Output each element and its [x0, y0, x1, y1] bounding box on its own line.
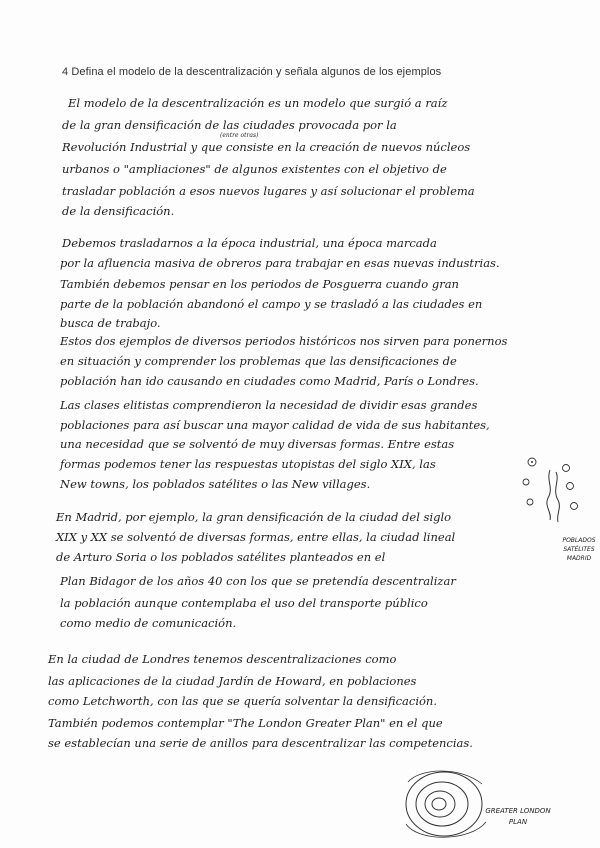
- text-line: por la afluencia masiva de obreros para trabajar en esas nuevas industrias.: [60, 256, 500, 270]
- text-line: Plan Bidagor de los años 40 con los que se pretendía descentralizar: [60, 574, 456, 588]
- greater-london-sketch: [400, 762, 580, 842]
- text-line: una necesidad que se solventó de muy diversas formas. Entre estas: [60, 437, 455, 451]
- text-line: como medio de comunicación.: [60, 616, 237, 630]
- text-line: New towns, los poblados satélites o las New villages.: [60, 477, 371, 491]
- london-sketch-label: GREATER LONDON PLAN: [485, 807, 551, 826]
- text-line: También podemos contemplar "The London Greater Plan" en el que: [48, 716, 443, 730]
- question-heading: 4 Defina el modelo de la descentralización y señala algunos de los ejemplos: [62, 66, 442, 78]
- text-line: población han ido causando en ciudades como Madrid, París o Londres.: [60, 374, 479, 388]
- text-line: de Arturo Soria o los poblados satélites planteados en el: [56, 550, 386, 564]
- text-line: Estos dos ejemplos de diversos periodos históricos nos sirven para ponernos: [60, 334, 508, 348]
- text-line: Revolución Industrial y que consiste en la creación de nuevos núcleos: [62, 140, 471, 154]
- text-line: En la ciudad de Londres tenemos descentralizaciones como: [48, 652, 397, 666]
- text-line: poblaciones para así buscar una mayor calidad de vida de sus habitantes,: [60, 418, 490, 432]
- london-rings-drawing: [400, 762, 496, 842]
- insert-note: (entre otras): [220, 132, 259, 139]
- text-line: de la gran densificación de las ciudades provocada por la: [62, 118, 397, 132]
- text-line: Debemos trasladarnos a la época industrial, una época marcada: [62, 236, 437, 250]
- text-line: El modelo de la descentralización es un modelo que surgió a raíz: [68, 96, 448, 110]
- text-line: parte de la población abandonó el campo y se trasladó a las ciudades en: [60, 297, 483, 311]
- text-line: Las clases elitistas comprendieron la necesidad de dividir esas grandes: [60, 398, 478, 412]
- text-line: En Madrid, por ejemplo, la gran densificación de la ciudad del siglo: [56, 510, 452, 524]
- madrid-satellite-sketch: [520, 450, 596, 562]
- text-line: formas podemos tener las respuestas utopistas del siglo XIX, las: [60, 457, 436, 471]
- text-line: urbanos o "ampliaciones" de algunos existentes con el objetivo de: [62, 162, 447, 176]
- text-line: en situación y comprender los problemas que las densificaciones de: [60, 354, 457, 368]
- text-line: como Letchworth, con las que se quería solventar la densificación.: [48, 694, 437, 708]
- text-line: XIX y XX se solventó de diversas formas, entre ellas, la ciudad lineal: [56, 530, 456, 544]
- text-line: busca de trabajo.: [60, 316, 161, 330]
- madrid-sketch-label: POBLADOS SATÉLITES MADRID: [562, 537, 596, 562]
- text-line: de la densificación.: [62, 204, 175, 218]
- text-line: se establecían una serie de anillos para descentralizar las competencias.: [48, 736, 473, 750]
- text-line: trasladar población a esos nuevos lugares y así solucionar el problema: [62, 184, 475, 198]
- text-line: las aplicaciones de la ciudad Jardín de Howard, en poblaciones: [48, 674, 417, 688]
- text-line: También debemos pensar en los periodos de Posguerra cuando gran: [60, 277, 459, 291]
- madrid-map-drawing: [520, 450, 590, 540]
- text-line: la población aunque contemplaba el uso del transporte público: [60, 596, 428, 610]
